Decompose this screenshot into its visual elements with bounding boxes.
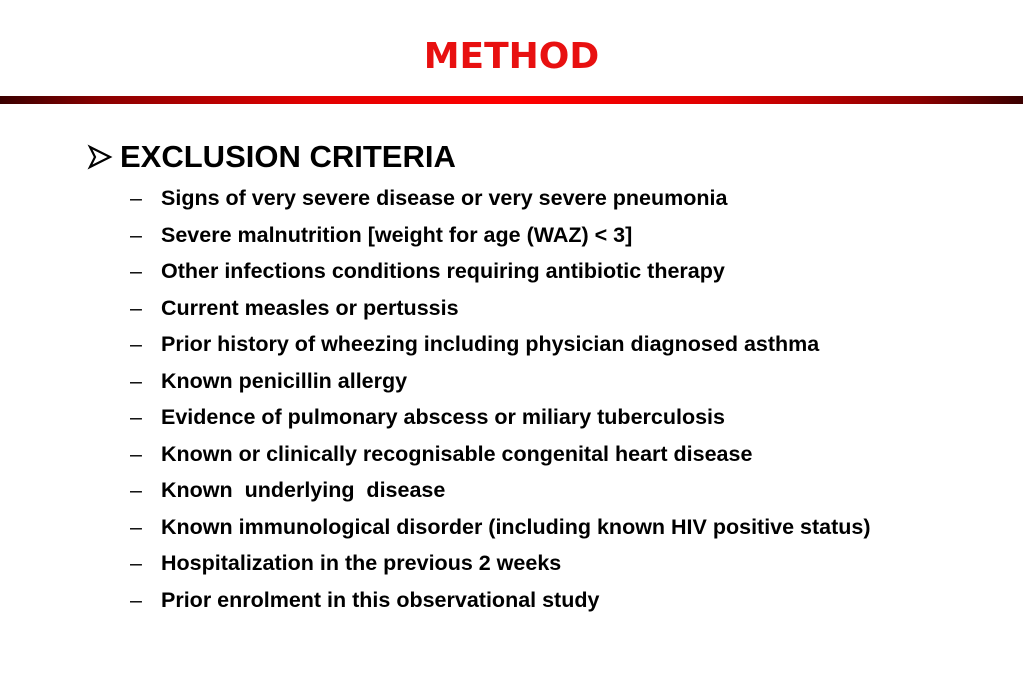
dash-bullet: –	[130, 186, 142, 210]
list-item	[86, 585, 946, 615]
section-heading-row	[86, 137, 946, 177]
list-item-text: Known penicillin allergy	[161, 368, 408, 393]
criteria-list	[86, 183, 946, 615]
list-item	[86, 220, 946, 250]
list-item-text: Known or clinically recognisable congenital heart disease	[161, 441, 753, 466]
list-item-text: Known underlying disease	[161, 478, 446, 502]
list-item	[86, 256, 946, 286]
slide-title: METHOD	[423, 36, 600, 77]
dash-bullet: –	[130, 514, 142, 539]
list-item	[86, 512, 946, 542]
list-item	[86, 366, 946, 396]
list-item	[86, 439, 946, 469]
list-item-text: Severe malnutrition [weight for age (WAZ) < 3]	[161, 222, 633, 247]
list-item-text: Prior history of wheezing including physician diagnosed asthma	[161, 332, 820, 356]
list-item-text: Prior enrolment in this observational study	[161, 587, 600, 612]
list-item	[86, 402, 946, 432]
list-item-text: Known immunological disorder (including known HIV positive status)	[161, 514, 871, 539]
list-item	[86, 329, 946, 359]
dash-bullet: –	[130, 295, 142, 320]
list-item-text: Current measles or pertussis	[161, 295, 459, 320]
exclusion-criteria-section	[86, 137, 946, 621]
list-item-text: Evidence of pulmonary abscess or miliary tuberculosis	[161, 405, 725, 429]
title-divider	[0, 96, 1023, 104]
list-item-text: Signs of very severe disease or very severe pneumonia	[161, 186, 728, 210]
list-item-text: Other infections conditions requiring antibiotic therapy	[161, 259, 725, 283]
dash-bullet: –	[130, 332, 142, 356]
dash-bullet: –	[130, 587, 142, 612]
dash-bullet: –	[130, 551, 142, 575]
section-heading: EXCLUSION CRITERIA	[120, 139, 456, 174]
list-item-text: Hospitalization in the previous 2 weeks	[161, 551, 562, 575]
dash-bullet: –	[130, 222, 142, 247]
list-item	[86, 475, 946, 505]
list-item	[86, 183, 946, 213]
arrow-bullet-icon	[86, 143, 114, 171]
dash-bullet: –	[130, 259, 142, 283]
dash-bullet: –	[130, 441, 142, 466]
list-item	[86, 548, 946, 578]
list-item	[86, 293, 946, 323]
dash-bullet: –	[130, 405, 142, 429]
dash-bullet: –	[130, 368, 142, 393]
dash-bullet: –	[130, 478, 142, 502]
